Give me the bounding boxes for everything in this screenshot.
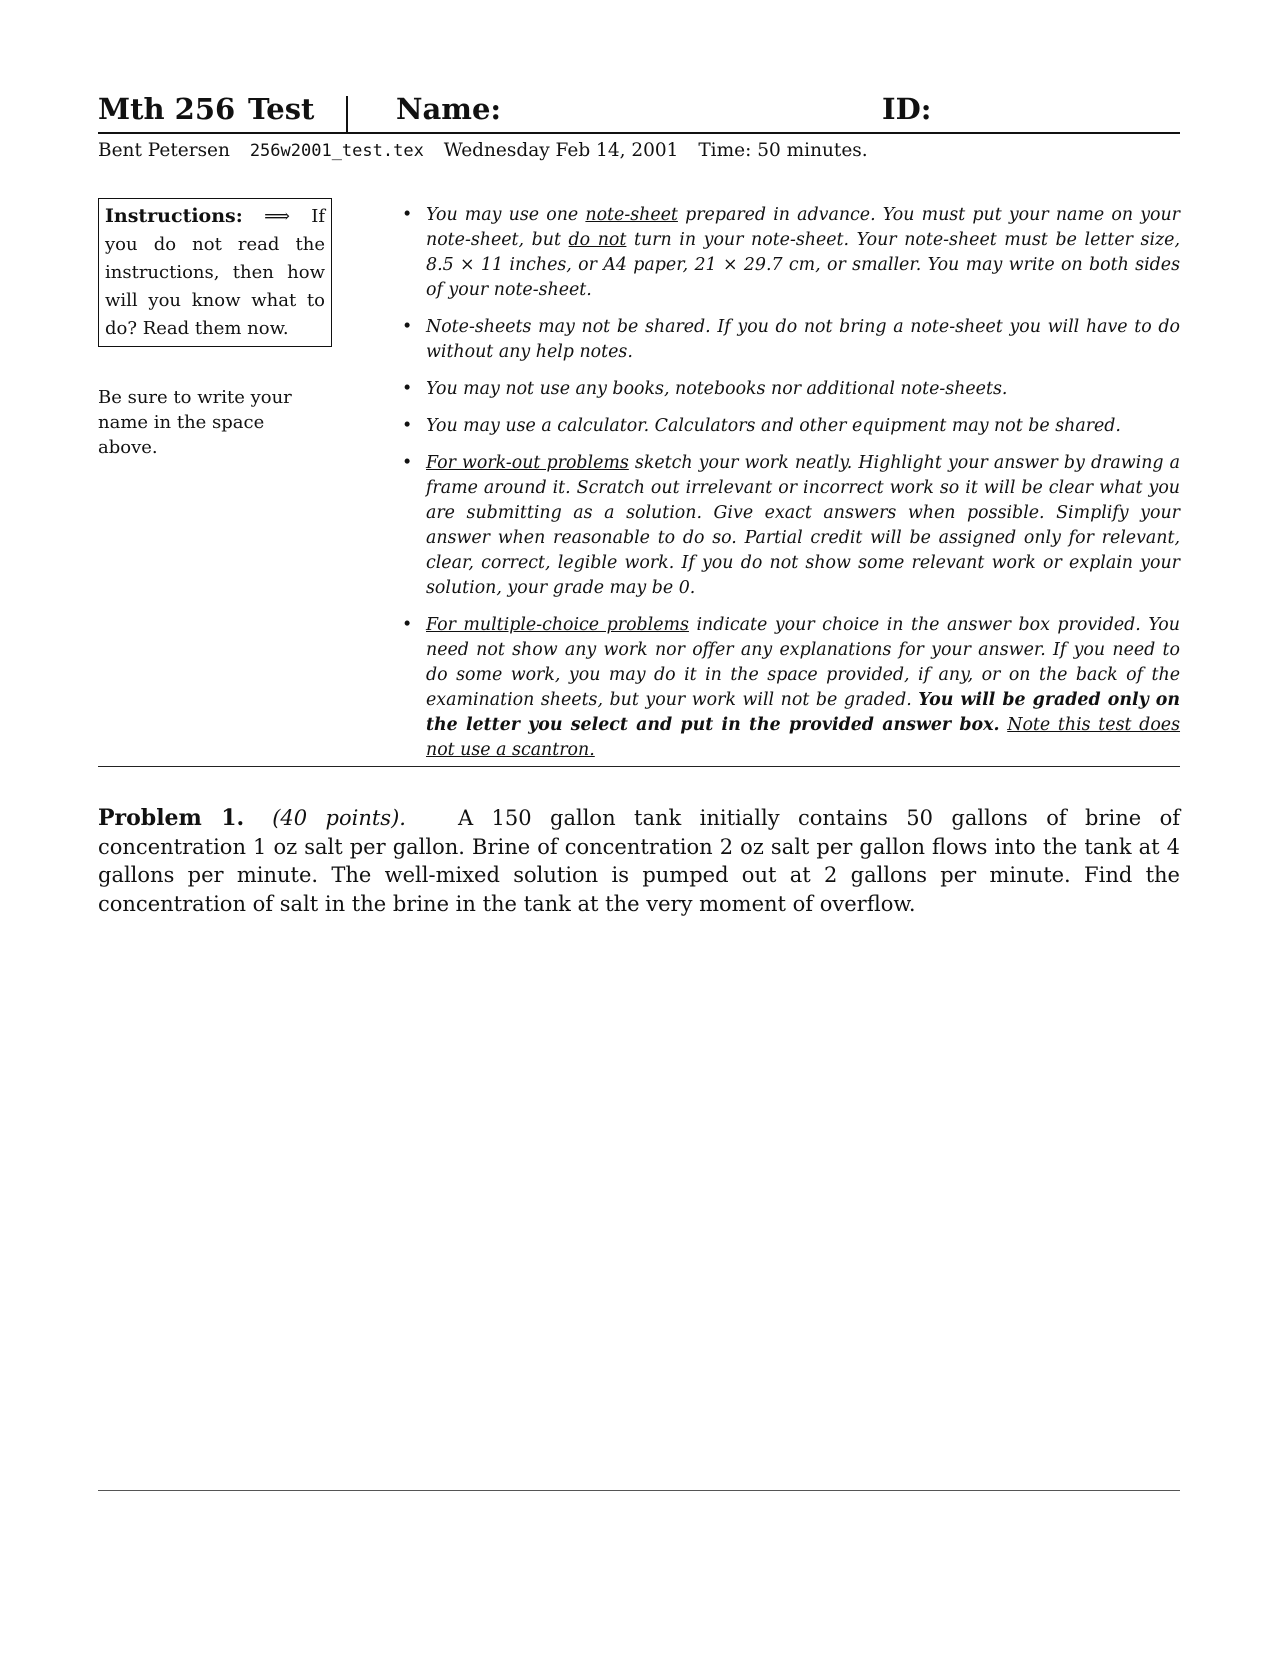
instruction-underlined: Note this test does not use a scantron.	[426, 715, 1181, 760]
exam-date: Wednesday Feb 14, 2001	[443, 140, 679, 161]
right-arrow-icon: ⟹	[264, 206, 290, 227]
instruction-item	[402, 377, 1180, 402]
instruction-underlined: For multiple-choice problems	[426, 615, 689, 635]
problem-1	[98, 804, 1180, 918]
source-filename: 256w2001_test.tex	[249, 141, 424, 161]
exam-subheader	[98, 140, 882, 161]
instruction-text: You may not use any books, notebooks nor additional note-sheets.	[426, 379, 1008, 399]
instruction-text: indicate your choice in the answer box provided. You need not show any work nor offer any explanations for your answer. If you need to do some work, you may do it in the space provided, if any, or on the back of the examination sheets, but your work will not be graded.	[426, 615, 1180, 710]
course-title: Mth 256	[98, 92, 236, 126]
problem-text: A 150 gallon tank initially contains 50 gallons of brine of concentration 1 oz salt per gallon. Brine of concentration 2 oz salt per gallon flows into the tank at 4 gallons per minute. The well-mixed solution is pumped out at 2 gallons per minute. Find the concentration of salt in the brine in the tank at the very moment of overflow.	[98, 806, 1181, 916]
name-reminder: Be sure to write your name in the space above.	[98, 387, 292, 458]
instruction-text: You may use a calculator. Calculators and other equipment may not be shared.	[426, 416, 1121, 436]
instruction-underlined: For work-out problems	[426, 453, 629, 473]
section-divider	[98, 766, 1180, 767]
test-title: Test	[248, 92, 315, 126]
instruction-text: sketch your work neatly. Highlight your answer by drawing a frame around it. Scratch out irrelevant or incorrect work so it will be clear what you are submitting as a solution. Give exact answers when possible. Simplify your answer when reasonable to do so. Partial credit will be assigned only for relevant, clear, correct, legible work. If you do not show some relevant work or explain your solution, your grade may be 0.	[426, 453, 1180, 598]
exam-header	[98, 88, 1180, 134]
bullet-icon: •	[402, 615, 413, 635]
id-label: ID:	[882, 92, 932, 126]
instruction-item	[402, 315, 1180, 365]
exam-page	[98, 0, 1180, 1656]
instruction-text: Note-sheets may not be shared. If you do not bring a note-sheet you will have to do without any help notes.	[426, 317, 1180, 362]
footer-divider	[98, 1490, 1180, 1491]
instructions-box-text: If you do not read the instructions, then how will you know what to do? Read them now.	[105, 206, 325, 339]
instructions-list	[402, 203, 1181, 775]
problem-label: Problem 1.	[98, 805, 245, 831]
instruction-text: You may use one	[426, 205, 586, 225]
instruction-item	[402, 414, 1180, 439]
name-label: Name:	[396, 92, 502, 126]
bullet-icon: •	[402, 317, 413, 337]
header-separator	[346, 96, 348, 134]
problem-points: (40 points).	[272, 806, 406, 830]
instruction-item	[402, 451, 1180, 601]
author-name: Bent Petersen	[98, 140, 230, 161]
instruction-item	[402, 203, 1180, 303]
instruction-text: turn in your note-sheet. Your note-sheet must be letter size, 8.5 × 11 inches, or A4 paper, 21 × 29.7 cm, or smaller. You may write on both sides of your note-sheet.	[426, 230, 1180, 300]
exam-time: Time: 50 minutes.	[698, 140, 868, 161]
instruction-underlined: do not	[568, 230, 627, 250]
bullet-icon: •	[402, 205, 413, 225]
instruction-text: prepared in advance. You must put your name on your note-sheet, but	[426, 205, 1180, 250]
instruction-item	[402, 613, 1181, 763]
instructions-title: Instructions:	[105, 205, 243, 227]
bullet-icon: •	[402, 453, 413, 473]
instruction-bold: You will be graded only on the letter you select and put in the provided answer box.	[426, 690, 1180, 735]
instructions-box	[98, 198, 332, 347]
bullet-icon: •	[402, 379, 413, 399]
instruction-underlined: note-sheet	[585, 205, 678, 225]
bullet-icon: •	[402, 416, 413, 436]
